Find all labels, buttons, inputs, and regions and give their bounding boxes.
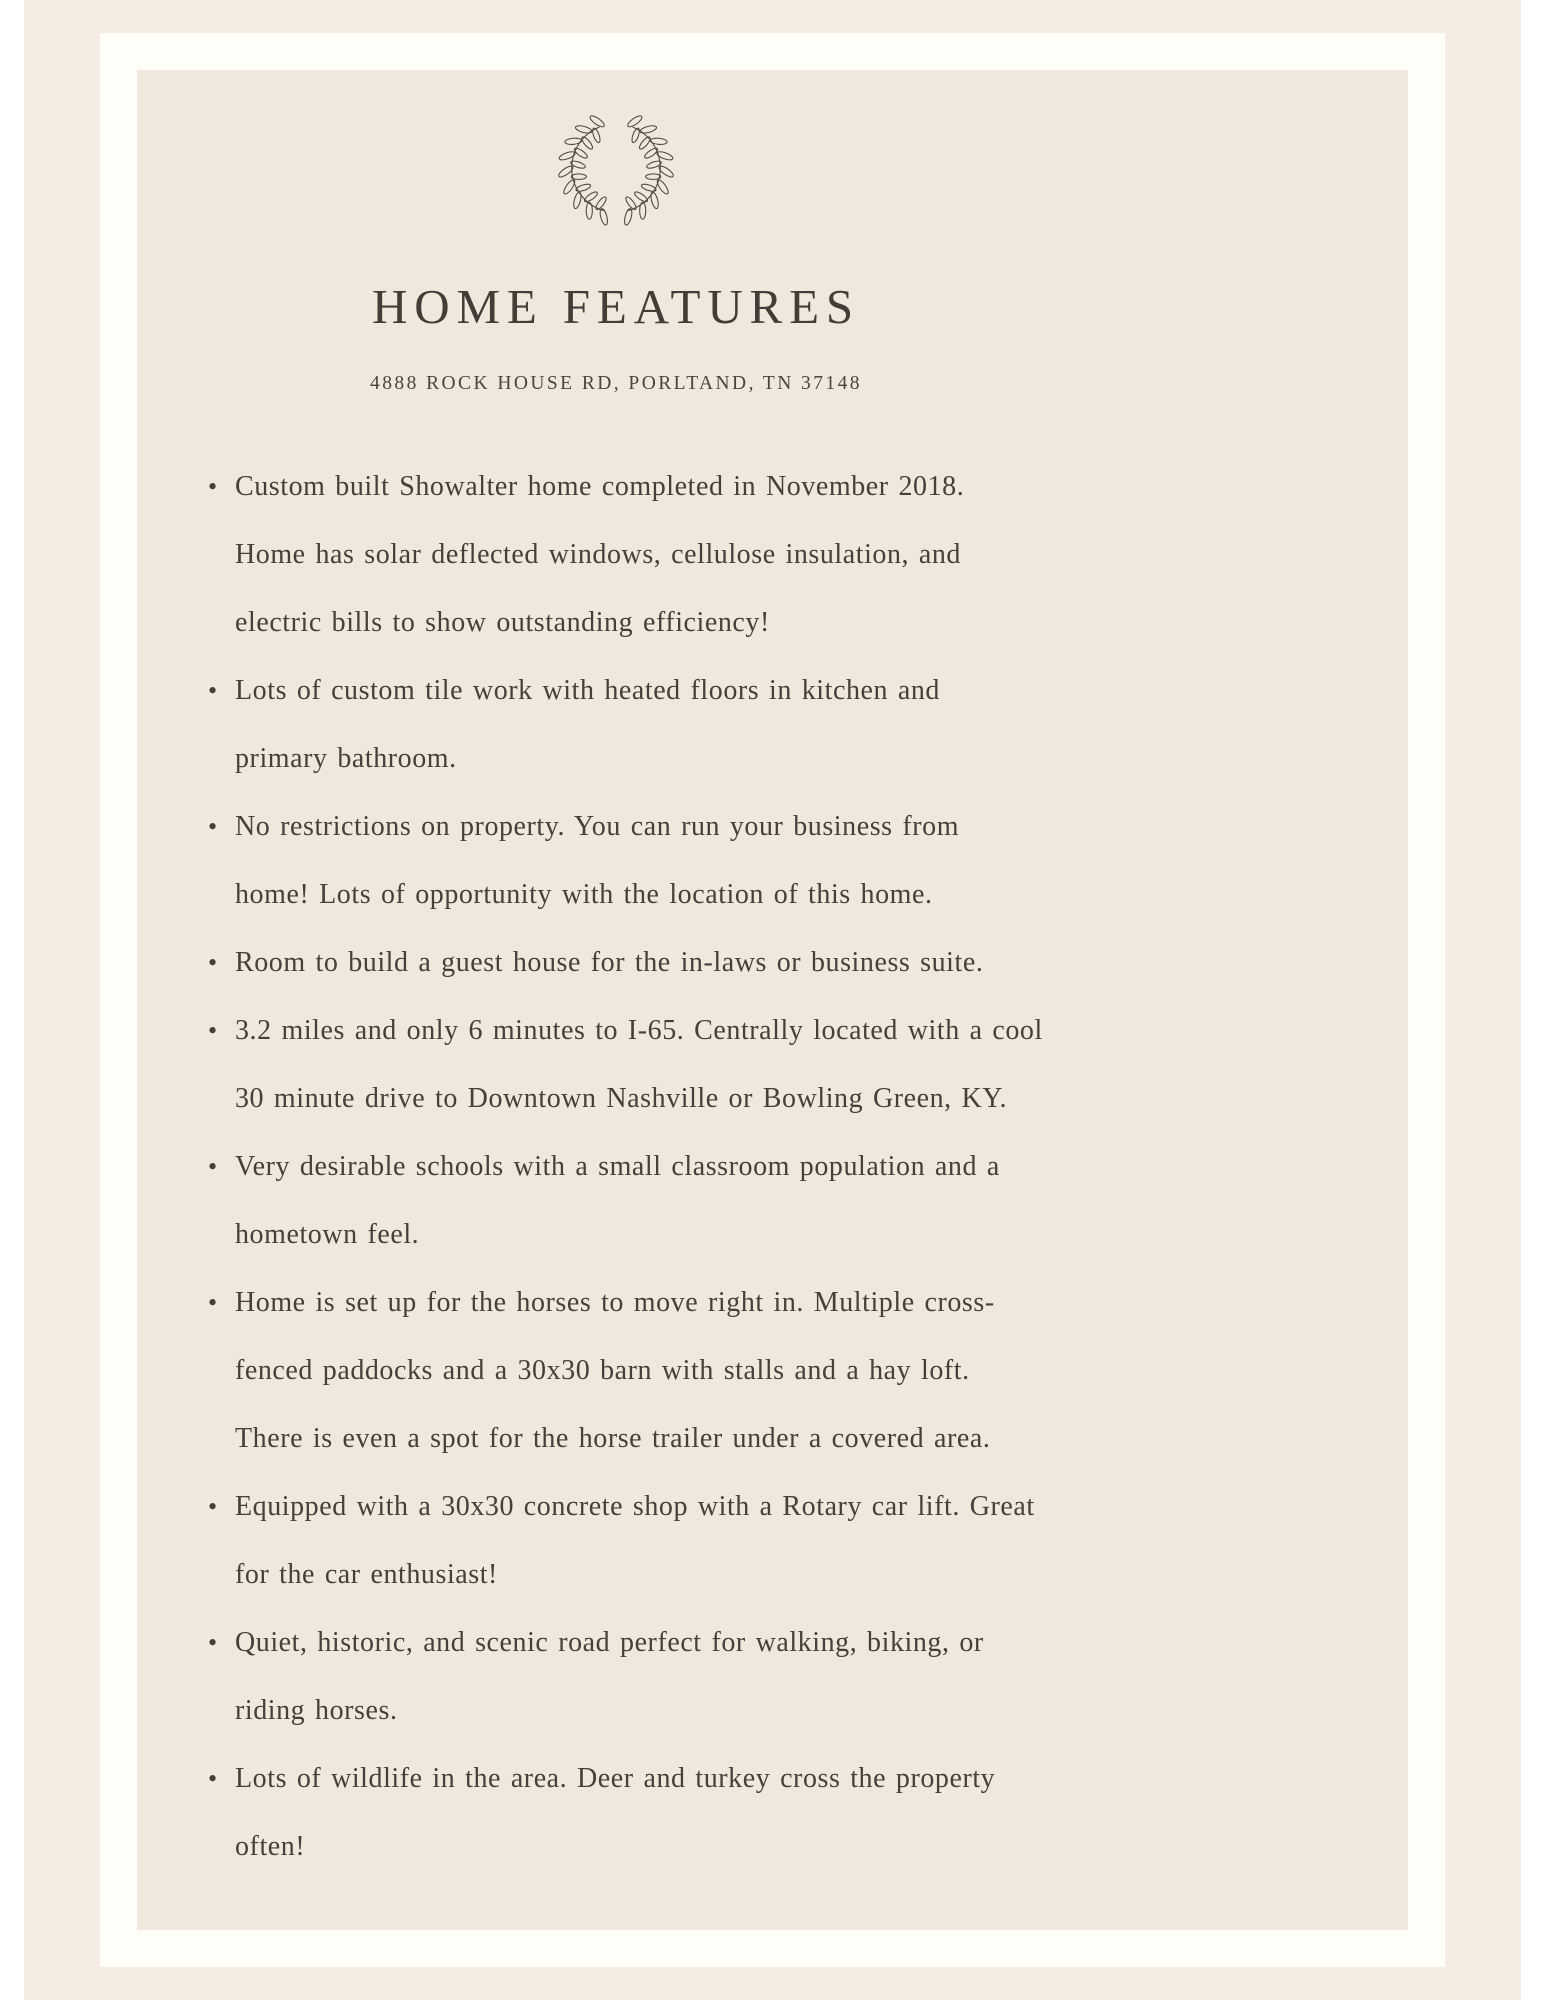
feature-item: • Room to build a guest house for the in-laws or business suite. bbox=[235, 929, 1049, 997]
flyer-page bbox=[24, 0, 1521, 2000]
wreath-right-branch bbox=[623, 114, 675, 226]
feature-item: • Lots of wildlife in the area. Deer and turkey cross the property often! bbox=[235, 1745, 1049, 1881]
page-title: HOME FEATURES bbox=[371, 279, 861, 334]
address-subtitle: 4888 ROCK HOUSE RD, PORLTAND, TN 37148 bbox=[370, 372, 862, 394]
laurel-wreath-icon bbox=[532, 94, 700, 239]
feature-item: • No restrictions on property. You can run your business from home! Lots of opportunity with the location of this home. bbox=[235, 793, 1049, 929]
white-frame bbox=[100, 33, 1445, 1967]
inner-panel bbox=[137, 70, 1408, 1930]
feature-item: • Custom built Showalter home completed in November 2018. Home has solar deflected windows, cellulose insulation, and electric bills to show outstanding efficiency! bbox=[235, 453, 1049, 657]
feature-item: • 3.2 miles and only 6 minutes to I-65. Centrally located with a cool 30 minute drive to Downtown Nashville or Bowling Green, KY. bbox=[235, 997, 1049, 1133]
feature-item: • Quiet, historic, and scenic road perfect for walking, biking, or riding horses. bbox=[235, 1609, 1049, 1745]
header bbox=[183, 94, 1049, 395]
feature-item: • Lots of custom tile work with heated floors in kitchen and primary bathroom. bbox=[235, 657, 1049, 793]
content-column bbox=[183, 94, 1049, 1881]
features-list bbox=[183, 453, 1049, 1881]
feature-item: • Very desirable schools with a small classroom population and a hometown feel. bbox=[235, 1133, 1049, 1269]
feature-item: • Equipped with a 30x30 concrete shop with a Rotary car lift. Great for the car enthusiast! bbox=[235, 1473, 1049, 1609]
feature-item: • Home is set up for the horses to move right in. Multiple cross- fenced paddocks and a 30x30 barn with stalls and a hay loft. There is even a spot for the horse trailer under a covered area. bbox=[235, 1269, 1049, 1473]
wreath-left-branch bbox=[557, 114, 609, 226]
